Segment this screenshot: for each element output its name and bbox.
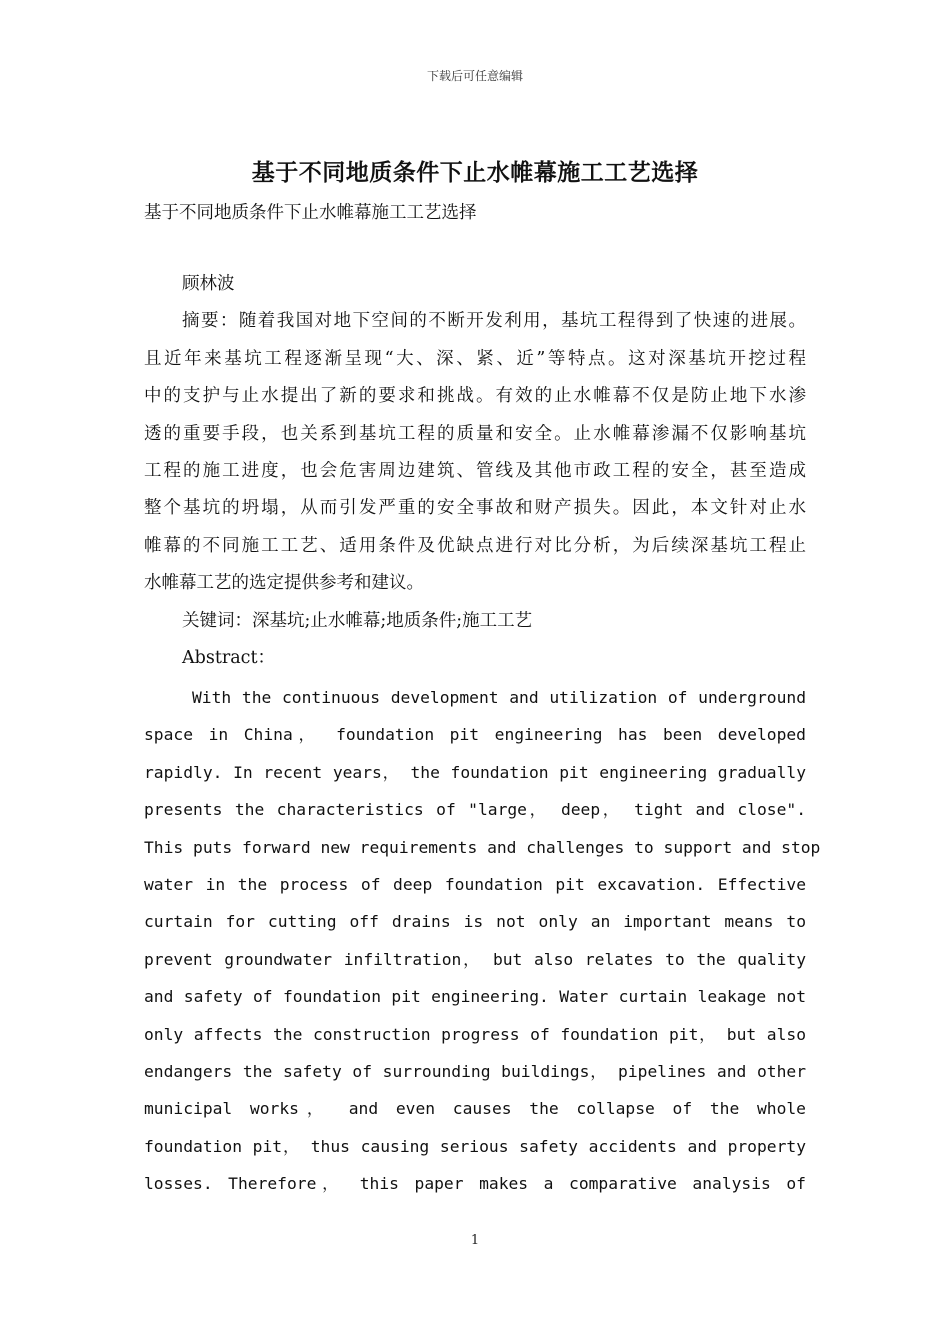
abstract-en (144, 679, 821, 1202)
abstract-en-line: endangers the safety of surrounding buildings， pipelines and other (144, 1061, 806, 1081)
abstract-en-line: presents the characteristics of "large， deep， tight and close". (144, 800, 806, 820)
abstract-en-line: and safety of foundation pit engineering. Water curtain leakage not (144, 987, 806, 1007)
subtitle-text: 基于不同地质条件下止水帷幕施工工艺选择 (144, 203, 477, 223)
abstract-en-line: water in the process of deep foundation pit excavation. Effective (144, 874, 806, 894)
abstract-en-line: space in China， foundation pit engineering has been developed (144, 725, 806, 745)
abstract-cn-line: 帷幕的不同施工工艺、适用条件及优缺点进行对比分析，为后续深基坑工程止 (144, 535, 806, 556)
abstract-en-line: only affects the construction progress of foundation pit， but also (144, 1024, 806, 1044)
page-header: 下载后可任意编辑 (426, 69, 523, 83)
abstract-en-line: rapidly. In recent years， the foundation pit engineering gradually (144, 762, 806, 782)
abstract-cn-line: 且近年来基坑工程逐渐呈现“大、深、紧、近”等特点。这对深基坑开挖过程 (144, 348, 806, 369)
abstract-cn-line: 水帷幕工艺的选定提供参考和建议。 (144, 573, 424, 594)
abstract-en-line: curtain for cutting off drains is not only an important means to (144, 912, 806, 932)
abstract-en-line: foundation pit， thus causing serious safety accidents and property (144, 1136, 806, 1156)
abstract-cn-line: 透的重要手段，也关系到基坑工程的质量和安全。止水帷幕渗漏不仅影响基坑 (144, 423, 806, 444)
author-and-abstract (144, 266, 806, 677)
document-title: 基于不同地质条件下止水帷幕施工工艺选择 (251, 160, 699, 186)
page-number: 1 (470, 1233, 480, 1248)
abstract-en-line: This puts forward new requirements and challenges to support and stop (144, 837, 821, 857)
abstract-cn-line: 摘要：随着我国对地下空间的不断开发利用，基坑工程得到了快速的进展。 (182, 311, 806, 332)
abstract-en-line: municipal works， and even causes the collapse of the whole (144, 1099, 806, 1119)
abstract-en-line: prevent groundwater infiltration， but also relates to the quality (144, 949, 806, 969)
document-subtitle (144, 195, 806, 232)
abstract-cn-line: 整个基坑的坍塌，从而引发严重的安全事故和财产损失。因此，本文针对止水 (144, 498, 806, 519)
keywords: 关键词：深基坑;止水帷幕;地质条件;施工工艺 (182, 610, 533, 631)
abstract-en-line: losses. Therefore， this paper makes a comparative analysis of (144, 1174, 806, 1194)
abstract-cn-line: 工程的施工进度，也会危害周边建筑、管线及其他市政工程的安全，甚至造成 (144, 460, 806, 481)
abstract-en-label: Abstract： (182, 647, 275, 668)
author-name: 顾林波 (182, 274, 235, 294)
abstract-en-line: With the continuous development and utilization of underground (192, 688, 806, 707)
abstract-cn-line: 中的支护与止水提出了新的要求和挑战。有效的止水帷幕不仅是防止地下水渗 (144, 386, 806, 407)
